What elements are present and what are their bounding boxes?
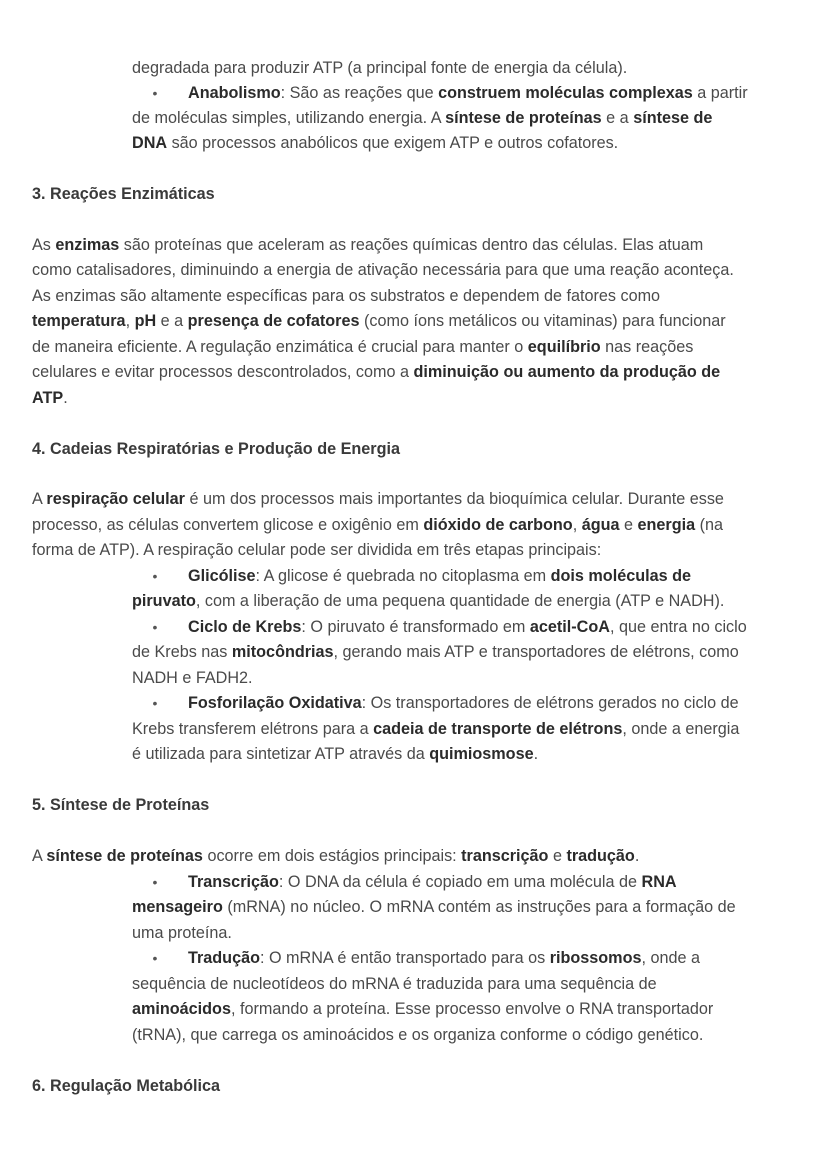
emphasis: quimiosmose bbox=[429, 745, 534, 763]
paragraph-line bbox=[132, 741, 538, 767]
term: Fosforilação Oxidativa bbox=[188, 694, 362, 712]
text: , onde a energia bbox=[622, 720, 740, 738]
emphasis: água bbox=[581, 516, 620, 534]
emphasis: aminoácidos bbox=[132, 1000, 231, 1018]
paragraph-line bbox=[132, 588, 724, 614]
text: são proteínas que aceleram as reações químicas dentro das células. Elas atuam bbox=[119, 236, 704, 254]
text: . bbox=[634, 847, 640, 865]
text: . bbox=[63, 389, 68, 407]
text: de maneira eficiente. A regulação enzimática é crucial para manter o bbox=[32, 338, 528, 356]
text: : O DNA da célula é copiado em uma molécula de bbox=[278, 873, 642, 891]
text: uma proteína. bbox=[132, 924, 232, 942]
emphasis: RNA bbox=[641, 873, 677, 891]
emphasis: diminuição ou aumento da produção de bbox=[413, 363, 721, 381]
bullet-icon: • bbox=[152, 874, 158, 890]
text: A bbox=[32, 847, 47, 865]
text: são processos anabólicos que exigem ATP e outros cofatores. bbox=[167, 134, 619, 152]
bullet-icon: • bbox=[152, 619, 158, 635]
emphasis: dióxido de carbono bbox=[423, 516, 573, 534]
emphasis: dois moléculas de bbox=[550, 567, 691, 585]
text: : O piruvato é transformado em bbox=[301, 618, 530, 636]
emphasis: transcrição bbox=[461, 847, 549, 865]
text: de Krebs nas bbox=[132, 643, 232, 661]
emphasis: mensageiro bbox=[132, 898, 223, 916]
text: e bbox=[548, 847, 567, 865]
text: (como íons metálicos ou vitaminas) para funcionar bbox=[359, 312, 726, 330]
bullet-icon: • bbox=[152, 950, 158, 966]
emphasis: síntese de proteínas bbox=[46, 847, 203, 865]
emphasis: síntese de bbox=[633, 109, 713, 127]
emphasis: ATP bbox=[32, 389, 64, 407]
text: processo, as células convertem glicose e oxigênio em bbox=[32, 516, 424, 534]
text: : Os transportadores de elétrons gerados no ciclo de bbox=[361, 694, 739, 712]
paragraph-line bbox=[32, 232, 703, 258]
paragraph-line bbox=[32, 385, 68, 411]
text: Krebs transferem elétrons para a bbox=[132, 720, 374, 738]
text: , onde a bbox=[641, 949, 700, 967]
text: : O mRNA é então transportado para os bbox=[259, 949, 550, 967]
paragraph-line bbox=[32, 843, 639, 869]
emphasis: tradução bbox=[566, 847, 635, 865]
list-item-fosforilacao bbox=[188, 690, 739, 716]
paragraph-line bbox=[132, 639, 739, 665]
emphasis: mitocôndrias bbox=[231, 643, 334, 661]
emphasis: equilíbrio bbox=[527, 338, 601, 356]
paragraph-line bbox=[32, 334, 693, 360]
text: é um dos processos mais importantes da bioquímica celular. Durante esse bbox=[184, 490, 724, 508]
text: : São as reações que bbox=[280, 84, 439, 102]
section-heading-3: 3. Reações Enzimáticas bbox=[32, 185, 215, 203]
emphasis: enzimas bbox=[55, 236, 120, 254]
term: Transcrição bbox=[188, 873, 279, 891]
emphasis: cadeia de transporte de elétrons bbox=[373, 720, 623, 738]
text: degradada para produzir ATP (a principal fonte de energia da célula). bbox=[132, 59, 628, 77]
paragraph-line bbox=[32, 512, 723, 538]
paragraph-line bbox=[132, 716, 739, 742]
emphasis: pH bbox=[134, 312, 157, 330]
paragraph-line bbox=[32, 283, 660, 309]
paragraph-line bbox=[132, 130, 618, 156]
term: Tradução bbox=[188, 949, 260, 967]
text: e bbox=[619, 516, 638, 534]
paragraph-line bbox=[32, 486, 724, 512]
list-item-anabolismo bbox=[188, 80, 748, 106]
list-item-krebs bbox=[188, 614, 747, 640]
text: (mRNA) no núcleo. O mRNA contém as instruções para a formação de bbox=[222, 898, 736, 916]
emphasis: acetil-CoA bbox=[529, 618, 610, 636]
paragraph-line bbox=[132, 105, 712, 131]
list-item-glicolise bbox=[188, 563, 691, 589]
paragraph-line bbox=[132, 55, 627, 81]
term: Ciclo de Krebs bbox=[188, 618, 302, 636]
text: NADH e FADH2. bbox=[132, 669, 253, 687]
paragraph-line bbox=[132, 996, 713, 1022]
paragraph-line bbox=[32, 308, 726, 334]
term: Anabolismo bbox=[188, 84, 281, 102]
bullet-icon: • bbox=[152, 85, 158, 101]
paragraph-line bbox=[132, 971, 657, 997]
text: , bbox=[572, 516, 582, 534]
text: e a bbox=[601, 109, 634, 127]
list-item-traducao bbox=[188, 945, 700, 971]
paragraph-line bbox=[32, 537, 601, 563]
text: : A glicose é quebrada no citoplasma em bbox=[255, 567, 551, 585]
text: forma de ATP). A respiração celular pode ser dividida em três etapas principais: bbox=[32, 541, 602, 559]
text: , formando a proteína. Esse processo envolve o RNA transportador bbox=[230, 1000, 714, 1018]
paragraph-line bbox=[32, 257, 734, 283]
text: de moléculas simples, utilizando energia. A bbox=[132, 109, 446, 127]
text: , que entra no ciclo bbox=[609, 618, 747, 636]
text: , gerando mais ATP e transportadores de elétrons, como bbox=[333, 643, 739, 661]
paragraph-line bbox=[132, 1022, 703, 1048]
term: Glicólise bbox=[188, 567, 256, 585]
section-heading-6: 6. Regulação Metabólica bbox=[32, 1077, 221, 1095]
text: (na bbox=[695, 516, 723, 534]
emphasis: ribossomos bbox=[549, 949, 642, 967]
text: A bbox=[32, 490, 47, 508]
emphasis: construem moléculas complexas bbox=[438, 84, 693, 102]
text: As bbox=[32, 236, 56, 254]
text: celulares e evitar processos descontrolados, como a bbox=[32, 363, 414, 381]
list-item-transcricao bbox=[188, 869, 677, 895]
emphasis: piruvato bbox=[132, 592, 196, 610]
text: As enzimas são altamente específicas para os substratos e dependem de fatores como bbox=[32, 287, 661, 305]
emphasis: respiração celular bbox=[46, 490, 185, 508]
text: (tRNA), que carrega os aminoácidos e os organiza conforme o código genético. bbox=[132, 1026, 704, 1044]
emphasis: energia bbox=[637, 516, 696, 534]
text: ocorre em dois estágios principais: bbox=[202, 847, 462, 865]
emphasis: síntese de proteínas bbox=[445, 109, 602, 127]
text: nas reações bbox=[600, 338, 694, 356]
bullet-icon: • bbox=[152, 568, 158, 584]
text: . bbox=[533, 745, 539, 763]
bullet-icon: • bbox=[152, 695, 158, 711]
paragraph-line bbox=[132, 920, 232, 946]
paragraph-line bbox=[32, 359, 720, 385]
text: é utilizada para sintetizar ATP através da bbox=[132, 745, 430, 763]
emphasis: temperatura bbox=[32, 312, 126, 330]
paragraph-line bbox=[132, 894, 736, 920]
section-heading-5: 5. Síntese de Proteínas bbox=[32, 796, 210, 814]
emphasis: presença de cofatores bbox=[187, 312, 360, 330]
text: sequência de nucleotídeos do mRNA é traduzida para uma sequência de bbox=[132, 975, 657, 993]
text: a partir bbox=[692, 84, 748, 102]
section-heading-4: 4. Cadeias Respiratórias e Produção de Energia bbox=[32, 440, 400, 458]
text: como catalisadores, diminuindo a energia de ativação necessária para que uma reação aconteça. bbox=[32, 261, 734, 279]
paragraph-line bbox=[132, 665, 253, 691]
text: , com a liberação de uma pequena quantidade de energia (ATP e NADH). bbox=[195, 592, 725, 610]
text: , bbox=[125, 312, 135, 330]
text: e a bbox=[156, 312, 188, 330]
emphasis: DNA bbox=[132, 134, 168, 152]
